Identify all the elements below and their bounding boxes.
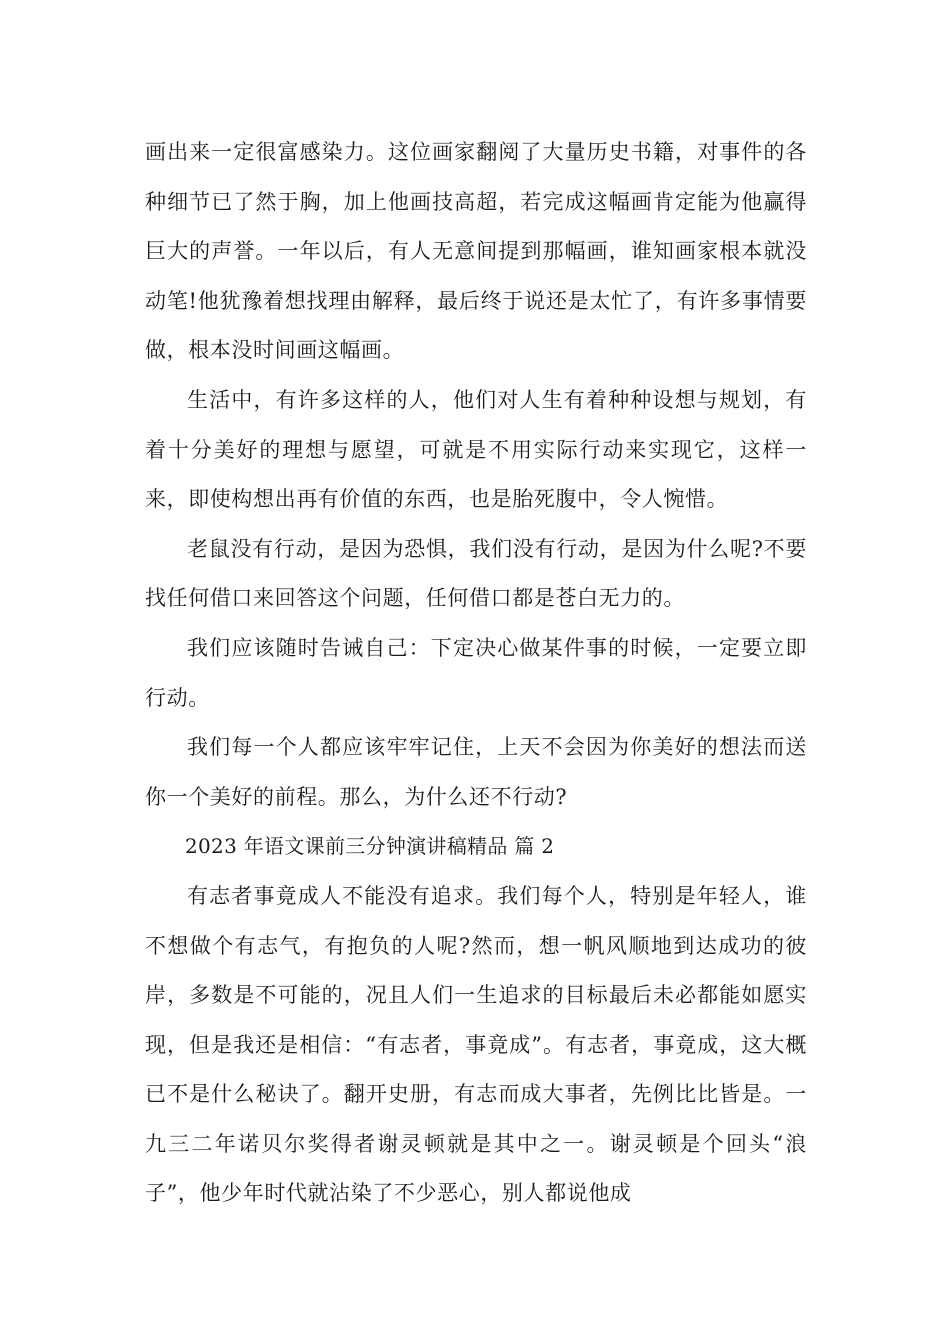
- paragraph-2: 生活中，有许多这样的人，他们对人生有着种种设想与规划，有着十分美好的理想与愿望，可就是不用实际行动来实现它，这样一来，即使构想出再有价值的东西，也是胎死腹中，令人惋惜。: [145, 387, 807, 512]
- paragraph-3: 老鼠没有行动，是因为恐惧，我们没有行动，是因为什么呢?不要找任何借口来回答这个问题，任何借口都是苍白无力的。: [145, 536, 807, 611]
- section-heading: 2023 年语文课前三分钟演讲稿精品 篇 2: [185, 834, 555, 859]
- paragraph-5: 我们每一个人都应该牢牢记住，上天不会因为你美好的想法而送你一个美好的前程。那么，为什么还不行动?: [145, 735, 807, 809]
- document-body: [145, 128, 807, 1219]
- paragraph-4: 我们应该随时告诫自己：下定决心做某件事的时候，一定要立即行动。: [145, 635, 807, 710]
- paragraph-1: 画出来一定很富感染力。这位画家翻阅了大量历史书籍，对事件的各种细节已了然于胸，加上他画技高超，若完成这幅画肯定能为他赢得巨大的声誉。一年以后，有人无意间提到那幅画，谁知画家根本就没动笔!他犹豫着想找理由解释，最后终于说还是太忙了，有许多事情要做，根本没时间画这幅画。: [145, 140, 807, 363]
- section-paragraph-1: 有志者事竟成人不能没有追求。我们每个人，特别是年轻人，谁不想做个有志气，有抱负的人呢?然而，想一帆风顺地到达成功的彼岸，多数是不可能的，况且人们一生追求的目标最后未必都能如愿实现，但是我还是相信：“有志者，事竟成”。有志者，事竟成，这大概已不是什么秘诀了。翻开史册，有志而成大事者，先例比比皆是。一九三二年诺贝尔奖得者谢灵顿就是其中之一。谢灵顿是个回头“浪子”，他少年时代就沾染了不少恶心，别人都说他成: [145, 883, 807, 1206]
